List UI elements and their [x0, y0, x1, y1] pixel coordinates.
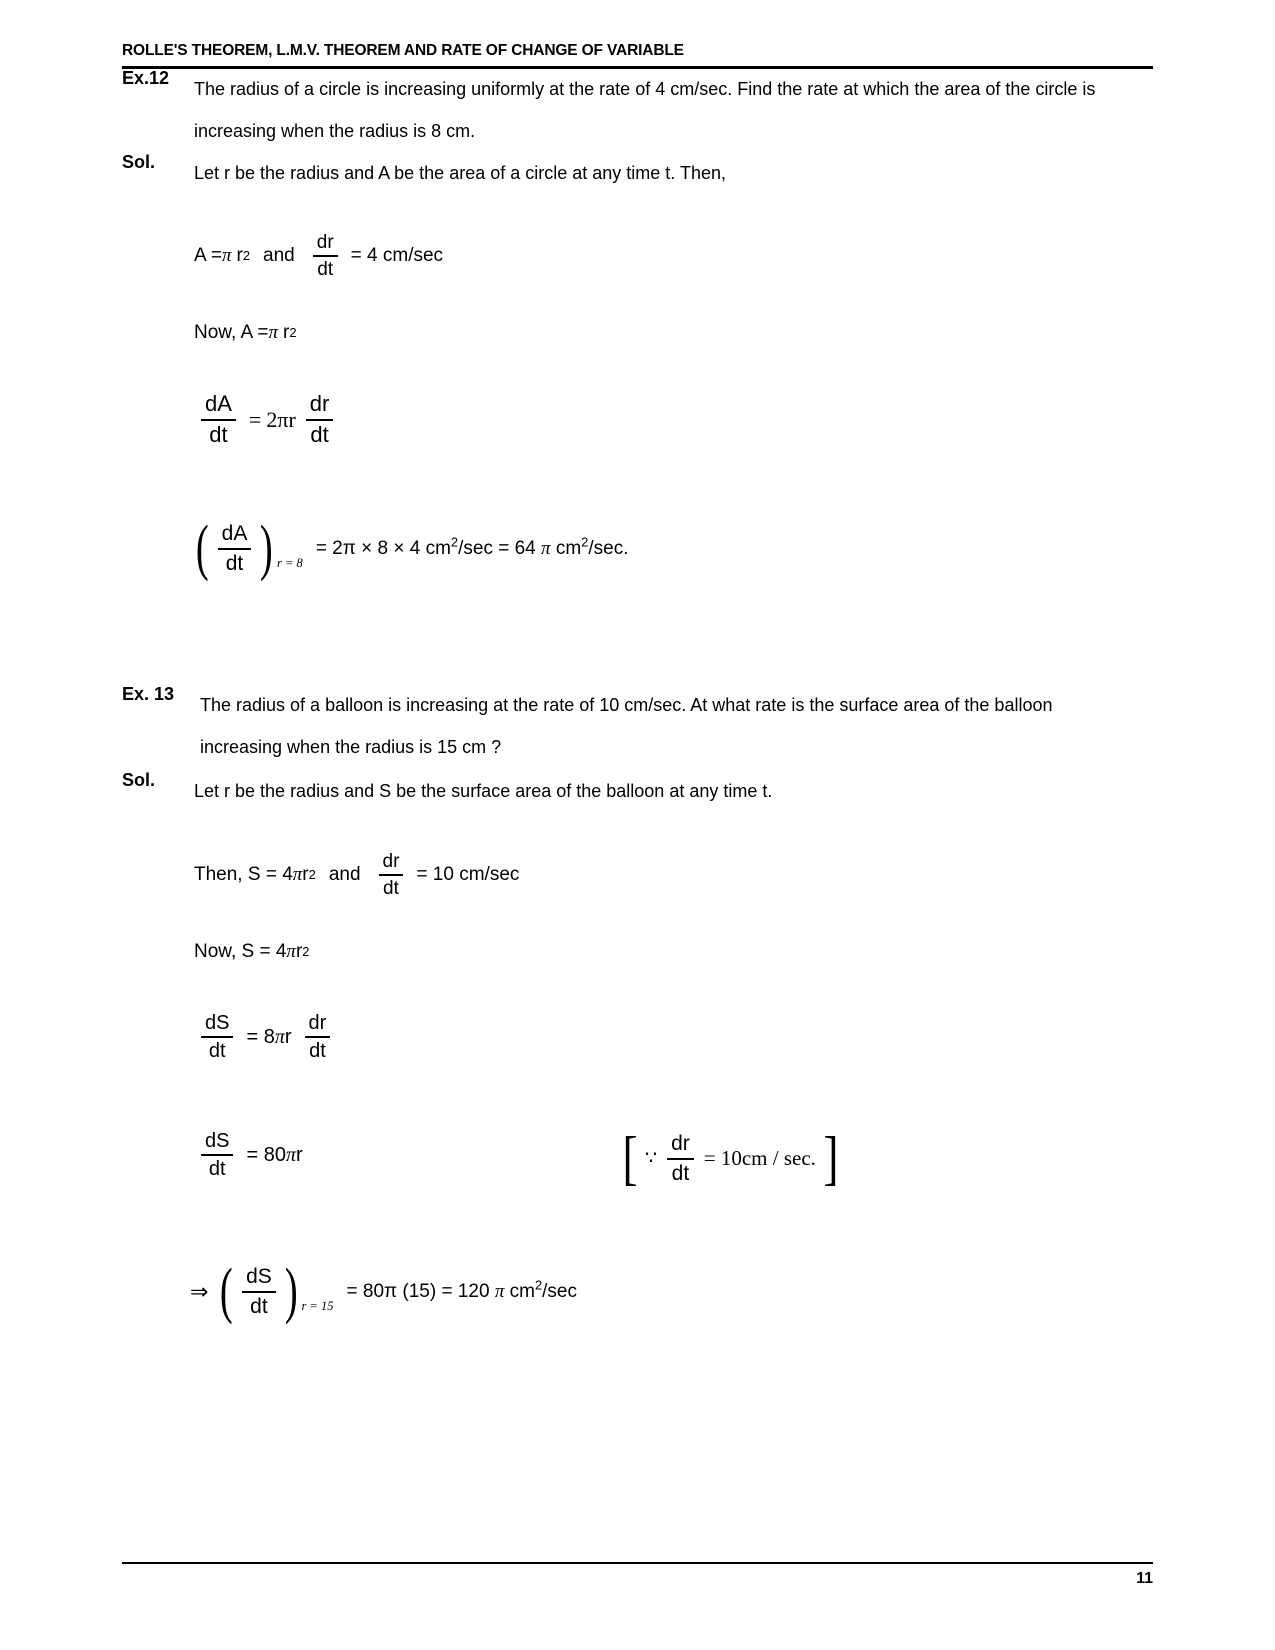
ex12-equation-3	[196, 392, 338, 447]
ex12-eq4-fraction-dA-dt	[218, 522, 252, 575]
left-bracket: [	[622, 1124, 638, 1191]
ex13-eq5-tail: cm	[504, 1280, 535, 1302]
ex13-eq3-fraction-dS-dt	[201, 1012, 233, 1063]
ex12-equation-4	[192, 514, 629, 583]
ex13-note-fraction-dr-dt	[667, 1132, 694, 1185]
example-13-solution-intro: Let r be the radius and S be the surface area of the balloon at any time t.	[194, 781, 773, 801]
example-12-solution-label: Sol.	[122, 152, 156, 172]
implies-icon: ⇒	[190, 1278, 209, 1304]
ex13-eq5-fraction-dS-dt	[242, 1265, 276, 1318]
ex12-eq4-subscript: r = 8	[277, 556, 303, 571]
pi-symbol: π	[268, 322, 279, 343]
fraction-bar	[306, 419, 334, 421]
fraction-bar	[218, 548, 252, 550]
ex13-eq1-r: r	[302, 864, 309, 886]
ex12-eq1-fraction-dr-dt	[313, 232, 338, 281]
ex12-eq1-denominator: dt	[317, 259, 334, 281]
ex13-eq5-end: /sec	[542, 1280, 578, 1302]
pi-symbol: π	[222, 245, 232, 267]
ex13-eq3-fraction-dr-dt	[305, 1012, 331, 1063]
pi-symbol: π	[286, 941, 296, 962]
pi-symbol: π	[292, 864, 303, 886]
ex13-eq2-r: r	[295, 941, 303, 962]
ex12-eq3-coefficient: 2πr	[266, 406, 296, 432]
ex12-eq2-r: r	[283, 322, 290, 343]
ex13-eq1-and: and	[328, 864, 361, 886]
right-paren: )	[284, 1257, 298, 1326]
ex13-equation-3	[196, 1012, 335, 1063]
right-paren: )	[260, 514, 274, 583]
example-12-question-text: The radius of a circle is increasing uniformly at the rate of 4 cm/sec. Find the rate at which the area of the circle is increasing when the radius is 8 cm.	[194, 79, 1096, 141]
ex12-eq3-numerator: dA	[205, 391, 232, 416]
ex12-eq2-lhs: Now, A =	[194, 322, 269, 343]
ex13-eq3-r: r	[284, 1025, 292, 1048]
ex13-eq1-fraction-dr-dt	[379, 851, 404, 900]
ex13-eq1-numerator: dr	[382, 851, 400, 872]
ex12-eq3-numerator-2: dr	[309, 391, 330, 416]
example-13-solution-row	[122, 770, 1153, 812]
ex13-eq5-denominator: dt	[250, 1294, 268, 1318]
ex12-eq1-rhs: = 4 cm/sec	[350, 245, 444, 267]
footer-divider	[122, 1562, 1153, 1564]
example-13-solution-label: Sol.	[122, 770, 156, 790]
ex12-eq4-tail: cm	[550, 537, 582, 559]
ex12-eq1-and: and	[263, 245, 295, 267]
ex12-eq3-equals: =	[248, 406, 262, 432]
ex12-eq4-rhs	[315, 534, 629, 560]
example-13-label: Ex. 13	[122, 684, 175, 704]
ex12-equation-1: A = π r 2 and $\frac{dr}{dt}$ = 4 cm/sec	[194, 232, 444, 281]
ex12-eq4-exponent-2: 2	[581, 534, 589, 550]
ex12-eq1-numerator: dr	[316, 232, 334, 253]
pi-symbol: π	[494, 1280, 505, 1302]
ex13-eq5-subscript: r = 15	[301, 1299, 334, 1314]
ex12-eq1-r: r	[236, 245, 243, 267]
ex12-eq4-exponent-1: 2	[450, 534, 459, 550]
left-paren: (	[220, 1257, 234, 1326]
example-13-question-row	[122, 684, 1153, 768]
fraction-bar	[379, 874, 404, 876]
ex13-eq3-mid: = 8	[246, 1025, 275, 1048]
fraction-bar	[305, 1036, 331, 1038]
header-title: ROLLE'S THEOREM, L.M.V. THEOREM AND RATE OF CHANGE OF VARIABLE	[122, 42, 684, 59]
example-12-solution-row	[122, 152, 1153, 194]
ex12-eq4-rhs-text: = 2π × 8 × 4 cm	[315, 537, 451, 559]
fraction-bar	[201, 1036, 233, 1038]
ex13-eq1-rhs: = 10 cm/sec	[416, 864, 520, 886]
ex13-note-numerator: dr	[671, 1132, 690, 1155]
ex12-eq1-lhs: A =	[194, 245, 222, 267]
pi-symbol: π	[285, 1143, 296, 1166]
ex12-eq3-denominator-2: dt	[310, 421, 329, 447]
ex13-equation-1: Then, S = 4 π r 2 and $\frac{dr}{dt}$ = 10 cm/sec	[194, 851, 520, 900]
pi-symbol: π	[541, 537, 551, 559]
ex13-eq1-lhs: Then, S = 4	[194, 864, 293, 886]
fraction-bar	[201, 419, 236, 421]
because-icon: ∵	[644, 1148, 658, 1170]
ex13-eq3-denominator: dt	[208, 1040, 226, 1063]
right-bracket: ]	[823, 1124, 839, 1191]
ex13-eq5-rhs-text: = 80π (15) = 120	[346, 1280, 495, 1302]
ex13-eq1-denominator: dt	[383, 878, 399, 900]
ex13-eq5-rhs	[346, 1277, 578, 1303]
pi-symbol: π	[274, 1025, 285, 1048]
ex13-eq4-numerator: dS	[205, 1130, 230, 1152]
ex12-eq4-end: /sec.	[588, 537, 629, 559]
ex12-eq4-denominator: dt	[225, 551, 244, 575]
ex13-eq4-rhs: = 80	[246, 1143, 286, 1166]
ex13-note-rhs: = 10cm / sec.	[703, 1146, 816, 1171]
ex13-equation-2: Now, S = 4 π r 2	[194, 941, 310, 962]
ex13-eq5-exponent: 2	[534, 1277, 543, 1293]
fraction-bar	[313, 255, 338, 257]
page-header	[122, 42, 1152, 60]
ex13-note-denominator: dt	[671, 1161, 690, 1185]
ex13-side-note	[620, 1124, 841, 1191]
example-13-question-text: The radius of a balloon is increasing at the rate of 10 cm/sec. At what rate is the surface area of the balloon increasing when the radius is 15 cm ?	[200, 695, 1053, 757]
ex13-equation-4	[196, 1130, 303, 1181]
ex12-equation-2: Now, A = π r 2	[194, 322, 297, 343]
ex12-eq4-mid: /sec = 64	[458, 537, 542, 559]
ex13-eq2-lhs: Now, S = 4	[194, 941, 287, 962]
ex12-eq3-denominator: dt	[209, 421, 228, 447]
left-paren: (	[195, 514, 209, 583]
ex13-eq5-numerator: dS	[246, 1265, 272, 1288]
ex12-eq3-fraction-dr-dt	[306, 392, 334, 447]
fraction-bar	[667, 1158, 694, 1160]
ex13-eq3-denominator-2: dt	[309, 1040, 326, 1063]
example-12-solution-intro: Let r be the radius and A be the area of a circle at any time t. Then,	[194, 163, 726, 183]
ex13-eq4-denominator: dt	[208, 1158, 226, 1181]
ex13-eq3-numerator-2: dr	[308, 1012, 327, 1034]
page-number: 11	[1136, 1570, 1153, 1587]
ex12-eq4-numerator: dA	[221, 522, 248, 545]
ex13-equation-5	[190, 1257, 578, 1326]
fraction-bar	[242, 1291, 276, 1293]
fraction-bar	[201, 1154, 233, 1156]
example-12-question-row	[122, 68, 1153, 152]
ex13-eq4-fraction-dS-dt	[201, 1130, 233, 1181]
ex13-eq3-numerator: dS	[205, 1012, 230, 1034]
ex13-eq4-r: r	[295, 1143, 303, 1166]
ex12-eq3-fraction-dA-dt	[201, 392, 236, 447]
example-12-label: Ex.12	[122, 68, 170, 88]
